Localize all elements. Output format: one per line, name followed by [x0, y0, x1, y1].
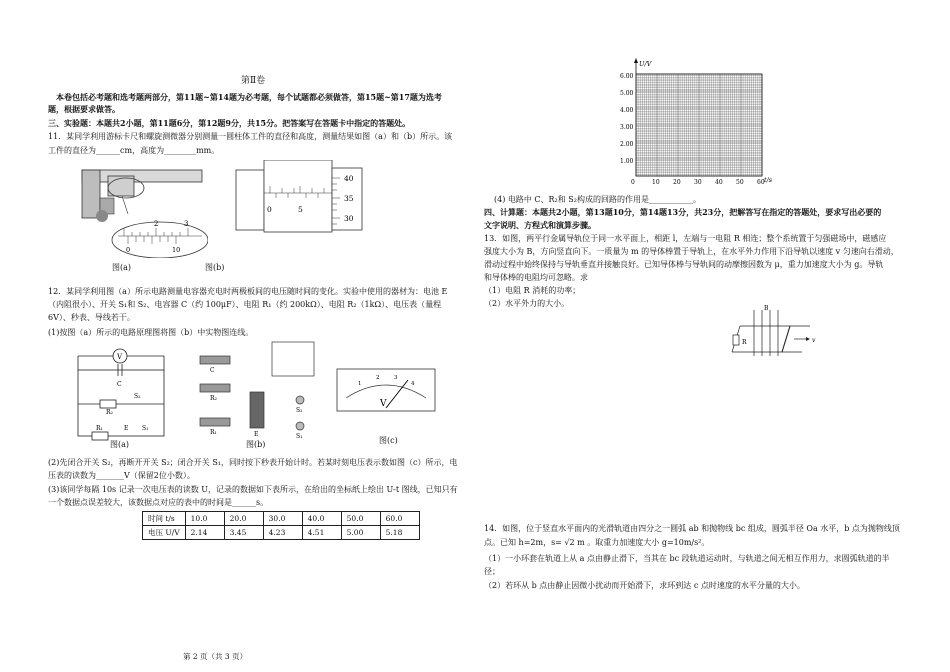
caliper-tick-3: 3 [184, 220, 189, 228]
circuit-label-c: C [117, 381, 122, 388]
circuit-label-v: V [117, 353, 123, 361]
fig-b-label: 图(b) [205, 263, 225, 272]
q14-line-4: 径； [484, 567, 500, 576]
q12-line-5: (2)先闭合开关 S₂，再断开开关 S₂；闭合开关 S₁，同时按下秒表开始计时。若某时刻电压表示数如图（c）所示，电 [48, 458, 458, 467]
q14-line-3: （1）一小环套在轨道上从 a 点由静止滑下，当其在 bc 段轨道运动时，与轨道之间无相互作用力，求圆弧轨道的半 [484, 554, 890, 563]
graph-ytick: 6.00 [620, 73, 634, 80]
voltmeter-tick-3: 3 [394, 375, 398, 381]
kit-label-r2: R₂ [210, 395, 217, 402]
graph-ytick: 1.00 [620, 158, 634, 165]
caliper-tick-10: 10 [172, 246, 181, 254]
table-cell: 40.0 [302, 512, 341, 526]
q13-line-6: （2）水平外力的大小。 [484, 299, 570, 308]
graph-ylabel: U/V [639, 60, 652, 68]
graph-ytick: 3.00 [620, 124, 634, 131]
q13-line-4: 和导体棒的电阻均可忽略。求 [484, 273, 588, 282]
kit-label-e: E [254, 431, 259, 438]
voltmeter-letter: V [380, 399, 387, 409]
q12-line-9: (4) 电路中 C、R₂和 S₂构成的回路的作用是___________。 [494, 195, 701, 204]
table-cell: 50.0 [341, 512, 380, 526]
table-cell: 20.0 [224, 512, 263, 526]
caliper-tick-2: 2 [154, 220, 159, 228]
table-cell: 10.0 [185, 512, 224, 526]
q14-line-1: 14．如图，位于竖直水平面内的光滑轨道由四分之一圆弧 ab 和抛物线 bc 组成，圆弧半径 Oa 水平，b 点为抛物线顶 [484, 524, 900, 533]
table-cell: 30.0 [263, 512, 302, 526]
section-4-line-2: 文字说明、方程式和演算步骤。 [484, 220, 596, 230]
graph-xtick: 30 [694, 179, 702, 186]
fig-a2-label: 图(a) [110, 440, 130, 449]
table-header-voltage: 电压 U/V [143, 526, 186, 540]
micrometer-tick-5: 5 [298, 205, 303, 214]
kit-label-s2: S₂ [296, 407, 303, 414]
micrometer-figure [234, 160, 364, 240]
graph-xlabel: t/s [764, 176, 773, 184]
q12-line-4: (1)按图（a）所示的电路原理图将图（b）中实物图连线。 [48, 328, 254, 337]
vernier-caliper-figure [78, 158, 208, 258]
graph-origin: 0 [631, 179, 635, 186]
table-row-voltage [143, 526, 420, 540]
q13-label-r: R [742, 339, 747, 346]
table-cell: 60.0 [380, 512, 419, 526]
page-footer: 第 2 页（共 3 页） [183, 652, 248, 661]
q14-line-5: （2）若环从 b 点由静止因微小扰动而开始滑下，求环到达 c 点时速度的水平分量的大小。 [484, 581, 805, 590]
intro-line-2: 题，根据要求做答。 [48, 104, 120, 114]
circuit-label-r2: R₂ [106, 409, 113, 416]
circuit-diagram [72, 346, 172, 442]
kit-label-r1: R₁ [210, 429, 217, 436]
q12-line-6: 压表的读数为_______V（保留2位小数）。 [48, 471, 195, 480]
intro-line-1: 本卷包括必考题和选考题两部分，第11题~第14题为必考题，每个试题都必须做答，第15题~第17题为选考 [56, 92, 442, 102]
fig-a-label: 图(a) [112, 263, 132, 272]
graph-xtick: 10 [652, 179, 660, 186]
micrometer-tick-35: 35 [344, 194, 354, 203]
caliper-tick-0: 0 [126, 246, 131, 254]
circuit-label-r1: R₁ [96, 425, 103, 432]
voltmeter-dial [336, 368, 436, 412]
voltmeter-tick-1: 1 [358, 381, 362, 387]
graph-grid [636, 74, 762, 176]
micrometer-tick-40: 40 [344, 174, 354, 183]
circuit-label-s1: S₁ [142, 425, 149, 432]
q12-line-2: （内阻很小）、开关 S₁和 S₂、电容器 C（约 100μF）、电阻 R₁（约 200kΩ）、电阻 R₂（1kΩ）、电压表（量程 [48, 300, 442, 309]
q11-line-2: 工件的直径为______cm，高度为________mm。 [48, 146, 220, 155]
micrometer-tick-0: 0 [267, 205, 272, 214]
graph-xtick: 40 [715, 179, 723, 186]
fig-b2-label: 图(b) [246, 440, 266, 449]
q12-line-8: 一个数据点误差较大，该数据点对应的表中的时间是______s。 [48, 498, 269, 507]
table-header-time: 时间 t/s [143, 512, 186, 526]
q12-line-7: (3)该同学每隔 10s 记录一次电压表的读数 U，记录的数据如下表所示，在给出的坐标纸上绘出 U-t 图线，已知只有 [48, 485, 458, 494]
circuit-label-s2: S₂ [134, 393, 141, 400]
voltmeter-tick-4: 4 [411, 381, 415, 387]
table-cell: 2.14 [185, 526, 224, 540]
section-4-line-1: 四、计算题：本题共2小题，第13题10分，第14题13分，共23分，把解答写在指定的答题处，要求写出必要的 [484, 207, 882, 217]
graph-ytick: 5.00 [620, 90, 634, 97]
q12-line-3: 6V）、秒表、导线若干。 [48, 313, 135, 322]
graph-xtick: 20 [673, 179, 681, 186]
q13-line-2: 强度大小为 B，方向竖直向下。一质量为 m 的导体棒置于导轨上，在水平外力作用下沿导轨以速度 v 匀速向右滑动， [484, 247, 899, 256]
graph-paper [618, 58, 778, 190]
graph-xtick: 50 [736, 179, 744, 186]
q13-line-1: 13．如图，两平行金属导轨位于同一水平面上，相距 l，左端与一电阻 R 相连；整个系统置于匀强磁场中，磁感应 [484, 234, 887, 243]
micrometer-tick-30: 30 [344, 214, 354, 223]
rails-field-figure [730, 302, 822, 362]
voltmeter-tick-2: 2 [376, 375, 380, 381]
kit-label-c: C [210, 367, 215, 374]
table-cell: 5.18 [380, 526, 419, 540]
table-cell: 4.23 [263, 526, 302, 540]
q13-label-b: B [764, 305, 769, 312]
data-table [142, 511, 420, 540]
table-cell: 5.00 [341, 526, 380, 540]
physical-kit-figure [190, 340, 320, 440]
fig-c2-label: 图(c) [379, 436, 398, 445]
table-row-time [143, 512, 420, 526]
q12-line-1: 12．某同学利用图（a）所示电路测量电容器充电时两极板间的电压随时间的变化。实验中使用的器材为：电池 E [48, 287, 448, 296]
q14-line-2: 点。已知 h=2m，s= √2 m 。取重力加速度大小 g=10m/s²。 [484, 538, 710, 547]
section-3-heading: 三、实验题：本题共2小题，第11题6分，第12题9分，共15分。把答案写在答题卡中指定的答题处。 [48, 118, 411, 128]
q11-line-1: 11．某同学利用游标卡尺和螺旋测微器分别测量一圆柱体工件的直径和高度，测量结果如图（a）和（b）所示。该 [48, 132, 453, 141]
q13-line-3: 滑动过程中始终保持与导轨垂直并接触良好。已知导体棒与导轨间的动摩擦因数为 μ，重力加速度大小为 g。导轨 [484, 260, 884, 269]
table-cell: 4.51 [302, 526, 341, 540]
graph-ytick: 2.00 [620, 141, 634, 148]
circuit-label-e: E [124, 425, 129, 432]
q13-line-5: （1）电阻 R 消耗的功率； [484, 286, 581, 295]
graph-xtick: 60 [757, 179, 765, 186]
table-cell: 3.45 [224, 526, 263, 540]
kit-label-s1: S₁ [296, 433, 303, 440]
section-title: 第Ⅱ卷 [241, 76, 266, 86]
q13-label-v: v [812, 337, 816, 344]
graph-ytick: 4.00 [620, 107, 634, 114]
